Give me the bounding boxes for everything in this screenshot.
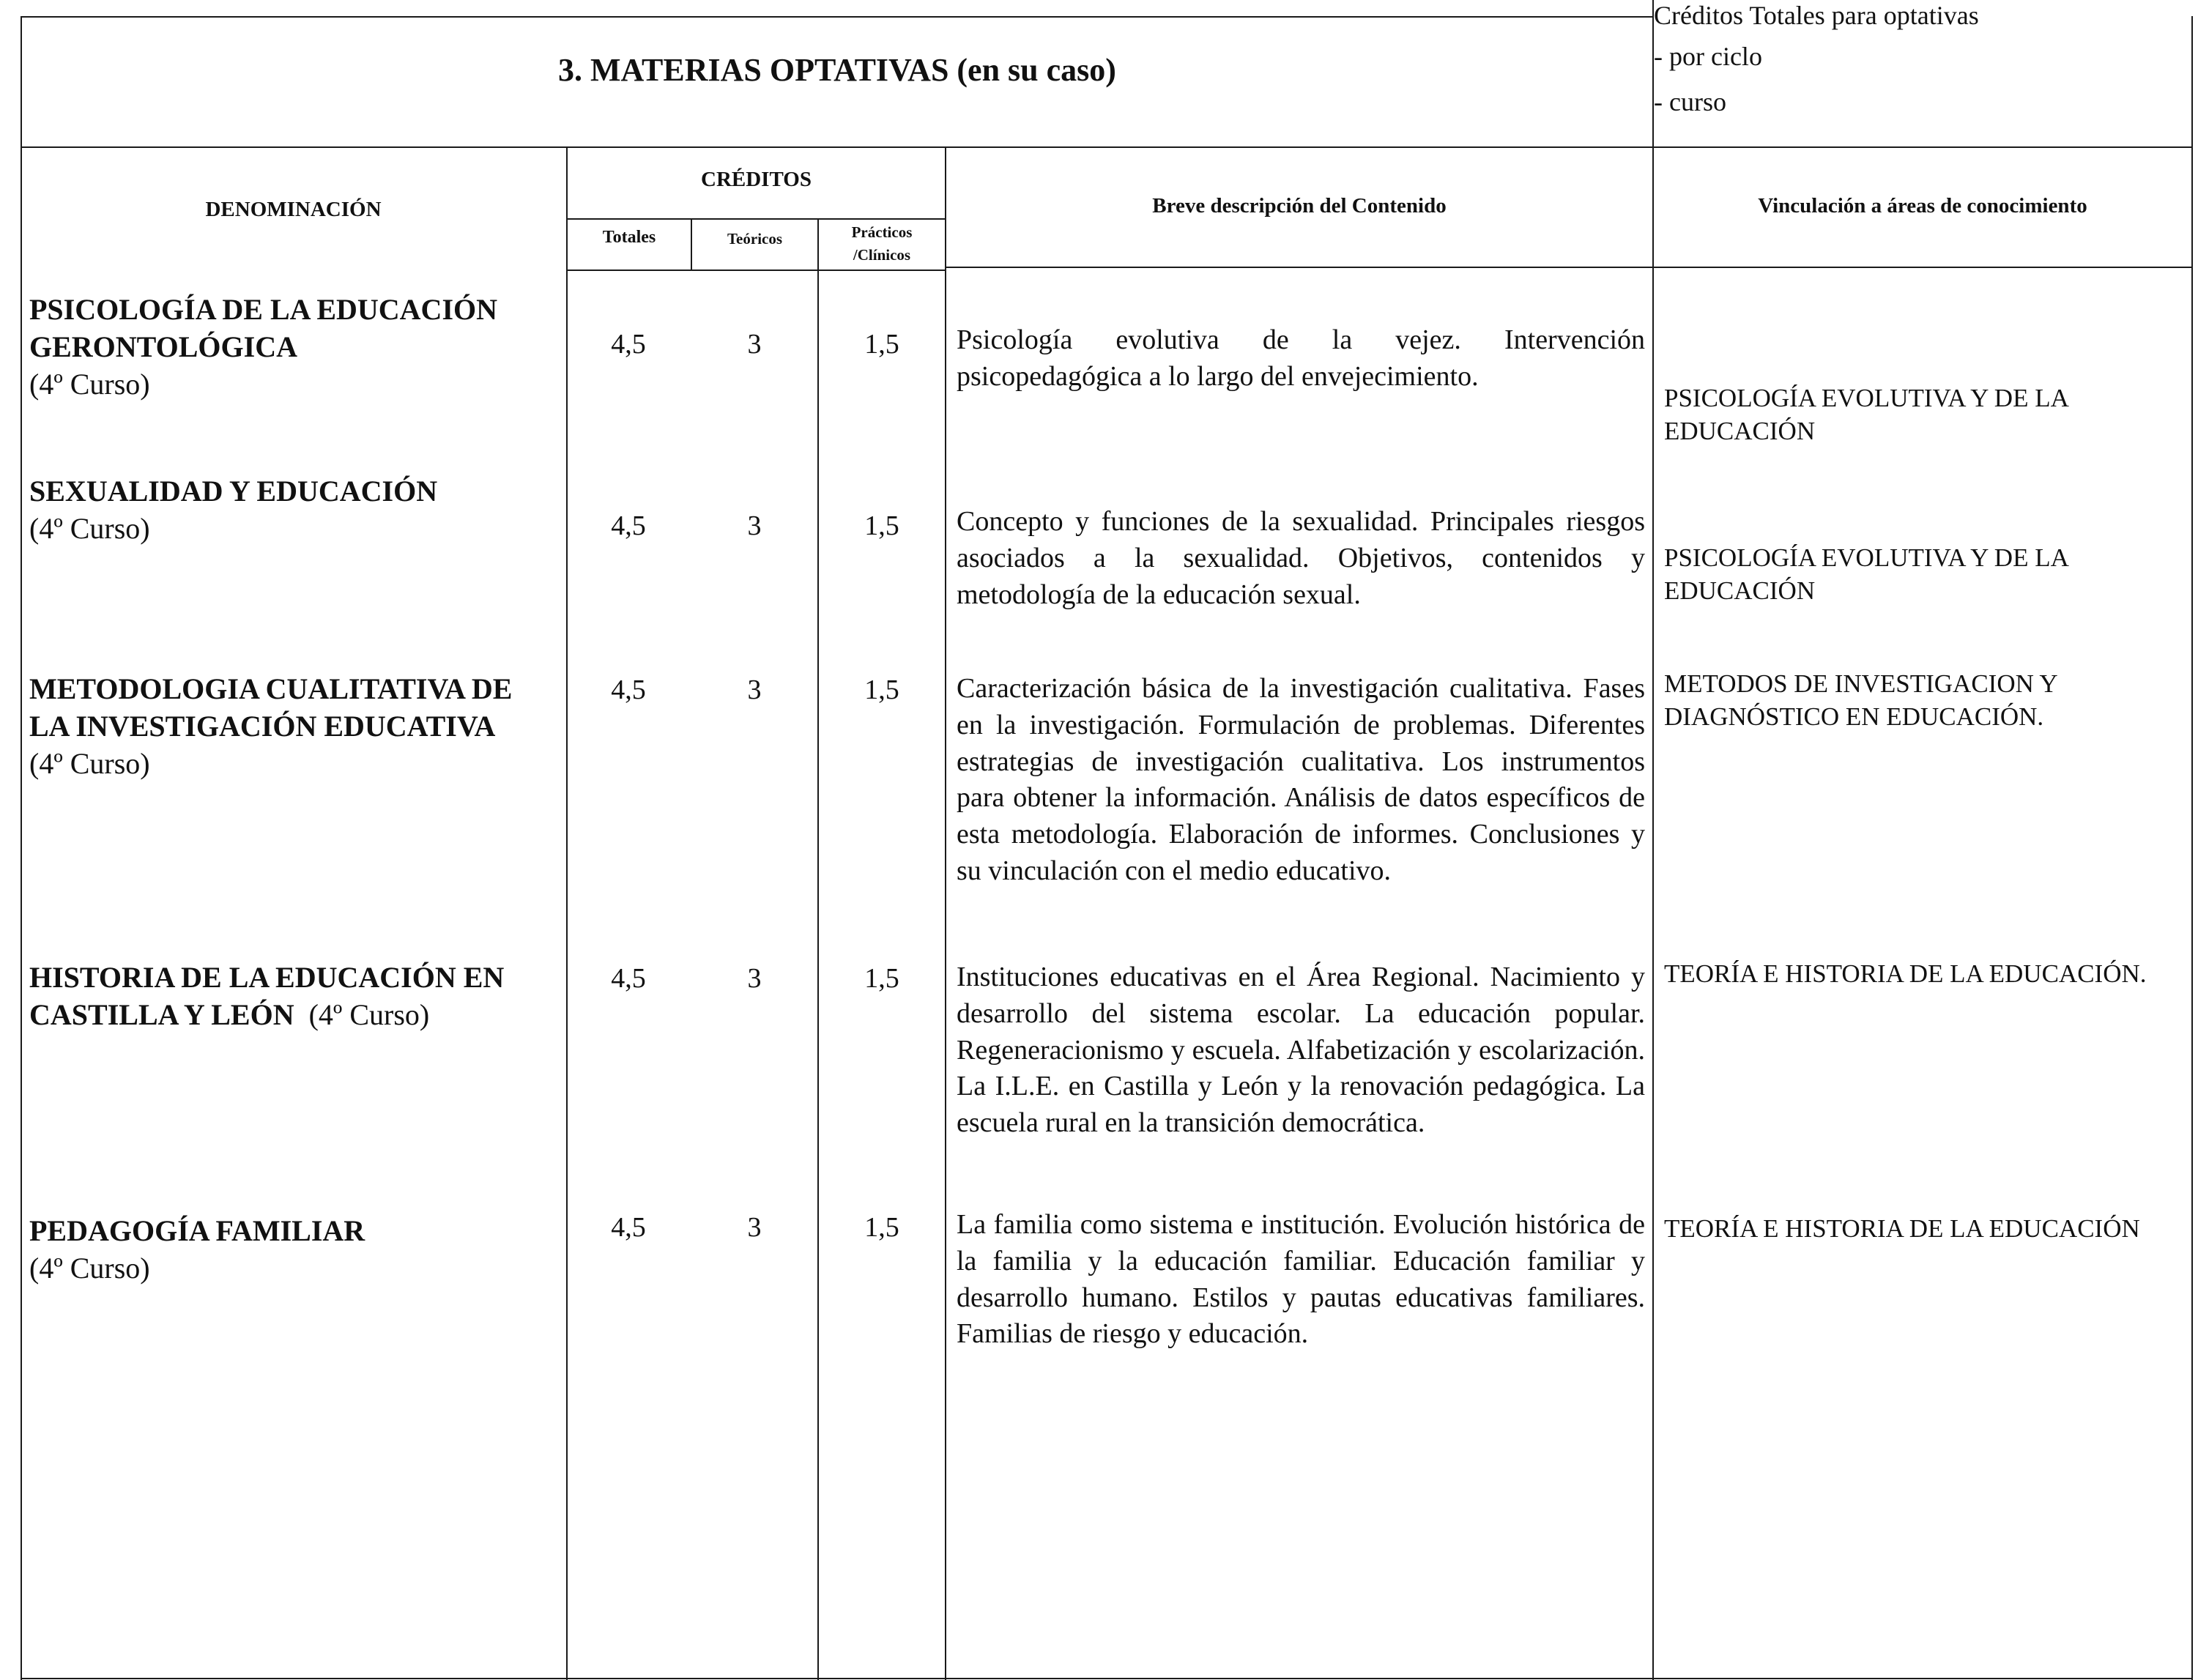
subject-name-line: PSICOLOGÍA DE LA EDUCACIÓN — [29, 293, 498, 326]
header-denominacion: DENOMINACIÓN — [205, 198, 382, 221]
column-divider-practicos — [817, 220, 819, 1680]
subject-name-line: PEDAGOGÍA FAMILIAR — [29, 1214, 365, 1247]
credits-practicos: 1,5 — [864, 963, 899, 994]
subject-row-4-name — [29, 959, 557, 1034]
credits-teoricos: 3 — [747, 329, 762, 360]
subject-area: PSICOLOGÍA EVOLUTIVA Y DE LA EDUCACIÓN — [1664, 543, 2068, 605]
subject-name-line: HISTORIA DE LA EDUCACIÓN EN — [29, 961, 505, 994]
subject-row-3-name — [29, 671, 557, 782]
subject-row-5-name — [29, 1213, 557, 1287]
table-border-left — [21, 16, 22, 1680]
subject-description: Instituciones educativas en el Área Regional. Nacimiento y desarrollo del sistema escolar. La educación popular. Regeneracionismo y escuela. Alfabetización y escolarización. La I.L.E. en Castilla y León y la renovación pedagógica. La escuela rural en la transición democrática. — [957, 962, 1645, 1139]
subject-row-1-name — [29, 291, 557, 403]
subject-course: (4º Curso) — [29, 1251, 150, 1285]
credits-teoricos: 3 — [747, 1212, 762, 1243]
subject-row-2-name — [29, 473, 557, 548]
credits-teoricos: 3 — [747, 963, 762, 994]
header-divider — [21, 146, 2191, 148]
subject-description: Concepto y funciones de la sexualidad. Principales riesgos asociados a la sexualidad. Objetivos, contenidos y metodología de la educación sexual. — [957, 506, 1645, 610]
side-line-3: - curso — [1654, 87, 1726, 116]
header-vinculacion: Vinculación a áreas de conocimiento — [1758, 194, 2087, 218]
creditos-divider — [566, 218, 945, 220]
column-divider-descripcion — [945, 146, 946, 1680]
column-divider-denominacion — [566, 146, 568, 1680]
subject-description: La familia como sistema e institución. Evolución histórica de la familia y la educación familiar. Educación familiar y desarrollo humano. Estilos y pautas educativas familiares. Familias de riesgo y educación. — [957, 1209, 1645, 1350]
credits-practicos: 1,5 — [864, 329, 899, 360]
subject-name-line: METODOLOGIA CUALITATIVA DE — [29, 672, 513, 705]
credits-totales: 4,5 — [611, 674, 646, 705]
column-header-bottom — [566, 270, 945, 271]
credits-totales: 4,5 — [611, 329, 646, 360]
credits-teoricos: 3 — [747, 510, 762, 541]
subject-name-line: CASTILLA Y LEÓN — [29, 997, 294, 1031]
subject-course: (4º Curso) — [308, 997, 430, 1031]
subject-area: TEORÍA E HISTORIA DE LA EDUCACIÓN — [1664, 1214, 2140, 1243]
side-line-2: - por ciclo — [1654, 42, 1762, 71]
header-totales: Totales — [602, 228, 656, 247]
subject-course: (4º Curso) — [29, 746, 150, 780]
credits-practicos: 1,5 — [864, 510, 899, 541]
subject-name-line: GERONTOLÓGICA — [29, 330, 297, 363]
subject-course: (4º Curso) — [29, 511, 150, 545]
credits-totales: 4,5 — [611, 1212, 646, 1243]
column-header-bottom-right — [945, 267, 2191, 268]
table-border-top — [21, 16, 1652, 18]
subject-area: PSICOLOGÍA EVOLUTIVA Y DE LA EDUCACIÓN — [1664, 384, 2068, 445]
table-border-bottom — [21, 1678, 2191, 1679]
subject-course: (4º Curso) — [29, 367, 150, 401]
subject-area: TEORÍA E HISTORIA DE LA EDUCACIÓN. — [1664, 959, 2147, 988]
subject-name-line: SEXUALIDAD Y EDUCACIÓN — [29, 475, 438, 508]
header-creditos: CRÉDITOS — [701, 168, 812, 191]
credits-practicos: 1,5 — [864, 1212, 899, 1243]
subject-area: METODOS DE INVESTIGACION Y DIAGNÓSTICO EN EDUCACIÓN. — [1664, 669, 2057, 731]
header-teoricos: Teóricos — [727, 230, 783, 248]
subject-description: Psicología evolutiva de la vejez. Intervención psicopedagógica a lo largo del envejecimiento. — [957, 324, 1645, 392]
table-border-right — [2191, 16, 2193, 1680]
credits-practicos: 1,5 — [864, 674, 899, 705]
side-line-1: Créditos Totales para optativas — [1654, 1, 1979, 30]
credits-totales: 4,5 — [611, 963, 646, 994]
page-title: 3. MATERIAS OPTATIVAS (en su caso) — [558, 52, 1116, 88]
credits-totales: 4,5 — [611, 510, 646, 541]
column-divider-side — [1652, 0, 1654, 1680]
header-descripcion: Breve descripción del Contenido — [1152, 194, 1447, 218]
subject-name-line: LA INVESTIGACIÓN EDUCATIVA — [29, 709, 496, 743]
header-practicos-line-2: /Clínicos — [853, 246, 911, 264]
header-practicos-line-1: Prácticos — [851, 223, 913, 241]
credits-teoricos: 3 — [747, 674, 762, 705]
subject-description: Caracterización básica de la investigación cualitativa. Fases en la investigación. Formulación de problemas. Diferentes estrategias de investigación cualitativa. Los instrumentos para obtener la información. Análisis de datos específicos de esta metodología. Elaboración de informes. Conclusiones y su vinculación con el medio educativo. — [957, 673, 1645, 886]
